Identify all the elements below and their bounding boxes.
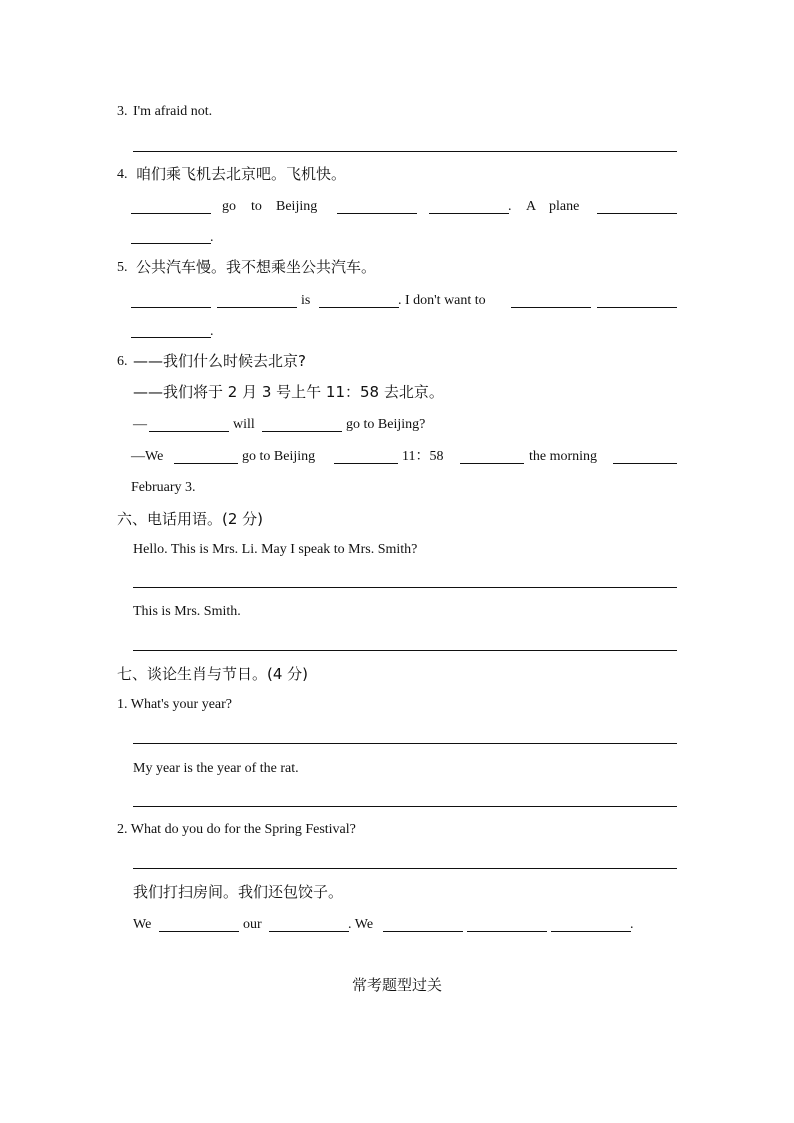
q4-blank-5[interactable] (131, 243, 211, 244)
q6-blank-3[interactable] (174, 463, 238, 464)
q4-blank-4[interactable] (597, 213, 677, 214)
q3-number: 3. (117, 104, 128, 119)
section7-we-2: . We (348, 917, 374, 932)
section6-line-1: Hello. This is Mrs. Li. May I speak to Mrs. Smith? (133, 542, 418, 557)
section6-heading: 六、电话用语。(2 分) (117, 510, 264, 528)
q5-blank-1[interactable] (131, 307, 211, 308)
q4-word-beijing: Beijing (276, 199, 318, 214)
q6-prompt-2: ——我们将于 2 月 3 号上午 11：58 去北京。 (133, 383, 444, 401)
section7-q1-answer-line[interactable] (133, 743, 677, 744)
q4-word-a: A (526, 199, 537, 214)
section6-line-2: This is Mrs. Smith. (133, 604, 241, 619)
q5-period: . (210, 324, 214, 339)
q6-dash-we: —We (131, 449, 164, 464)
q6-time: 11：58 (402, 449, 444, 464)
q6-blank-5[interactable] (460, 463, 524, 464)
q4-prompt: 咱们乘飞机去北京吧。飞机快。 (136, 165, 347, 183)
section7-q2: 2. What do you do for the Spring Festival? (117, 822, 356, 837)
q5-word-is: is (301, 293, 311, 308)
q4-word-to: to (251, 199, 262, 214)
page-footer: 常考题型过关 (351, 976, 442, 994)
section7-q1-answer-line-2[interactable] (133, 806, 677, 807)
q6-prompt-1: ——我们什么时候去北京? (133, 352, 306, 370)
section7-our: our (243, 917, 262, 932)
section7-blank-3[interactable] (383, 931, 463, 932)
q5-number: 5. (117, 260, 128, 275)
q6-go-to-beijing: go to Beijing (242, 449, 316, 464)
q6-will: will (233, 417, 255, 432)
section7-blank-2[interactable] (269, 931, 349, 932)
q6-february: February 3. (131, 480, 196, 495)
section7-period: . (630, 917, 634, 932)
q4-period-2: . (210, 230, 214, 245)
q6-blank-6[interactable] (613, 463, 677, 464)
section7-blank-5[interactable] (551, 931, 631, 932)
q4-number: 4. (117, 167, 128, 182)
q4-period-1: . (508, 199, 512, 214)
section7-q2-chinese: 我们打扫房间。我们还包饺子。 (133, 883, 344, 901)
q5-blank-6[interactable] (131, 337, 211, 338)
section7-q1-answer: My year is the year of the rat. (133, 761, 299, 776)
q5-blank-2[interactable] (217, 307, 297, 308)
q3-text: I'm afraid not. (133, 104, 213, 119)
q6-blank-4[interactable] (334, 463, 398, 464)
section6-answer-line-2[interactable] (133, 650, 677, 651)
q4-blank-3[interactable] (429, 213, 509, 214)
section7-blank-1[interactable] (159, 931, 239, 932)
section7-we-1: We (133, 917, 152, 932)
section7-q2-answer-line[interactable] (133, 868, 677, 869)
q5-prompt: 公共汽车慢。我不想乘坐公共汽车。 (136, 258, 377, 276)
section7-blank-4[interactable] (467, 931, 547, 932)
q6-go-to-beijing-q: go to Beijing? (346, 417, 426, 432)
q6-blank-2[interactable] (262, 431, 342, 432)
q5-want-to: . I don't want to (398, 293, 486, 308)
q4-blank-2[interactable] (337, 213, 417, 214)
q4-word-go: go (222, 199, 236, 214)
q5-blank-5[interactable] (597, 307, 677, 308)
q6-dash-1: — (133, 417, 147, 432)
section7-q1: 1. What's your year? (117, 697, 233, 712)
q6-the-morning: the morning (529, 449, 598, 464)
section6-answer-line-1[interactable] (133, 587, 677, 588)
q6-number: 6. (117, 354, 128, 369)
q6-blank-1[interactable] (149, 431, 229, 432)
q5-blank-4[interactable] (511, 307, 591, 308)
section7-heading: 七、谈论生肖与节日。(4 分) (117, 665, 309, 683)
q3-answer-line[interactable] (133, 151, 677, 152)
q4-blank-1[interactable] (131, 213, 211, 214)
q4-word-plane: plane (549, 199, 580, 214)
q5-blank-3[interactable] (319, 307, 399, 308)
